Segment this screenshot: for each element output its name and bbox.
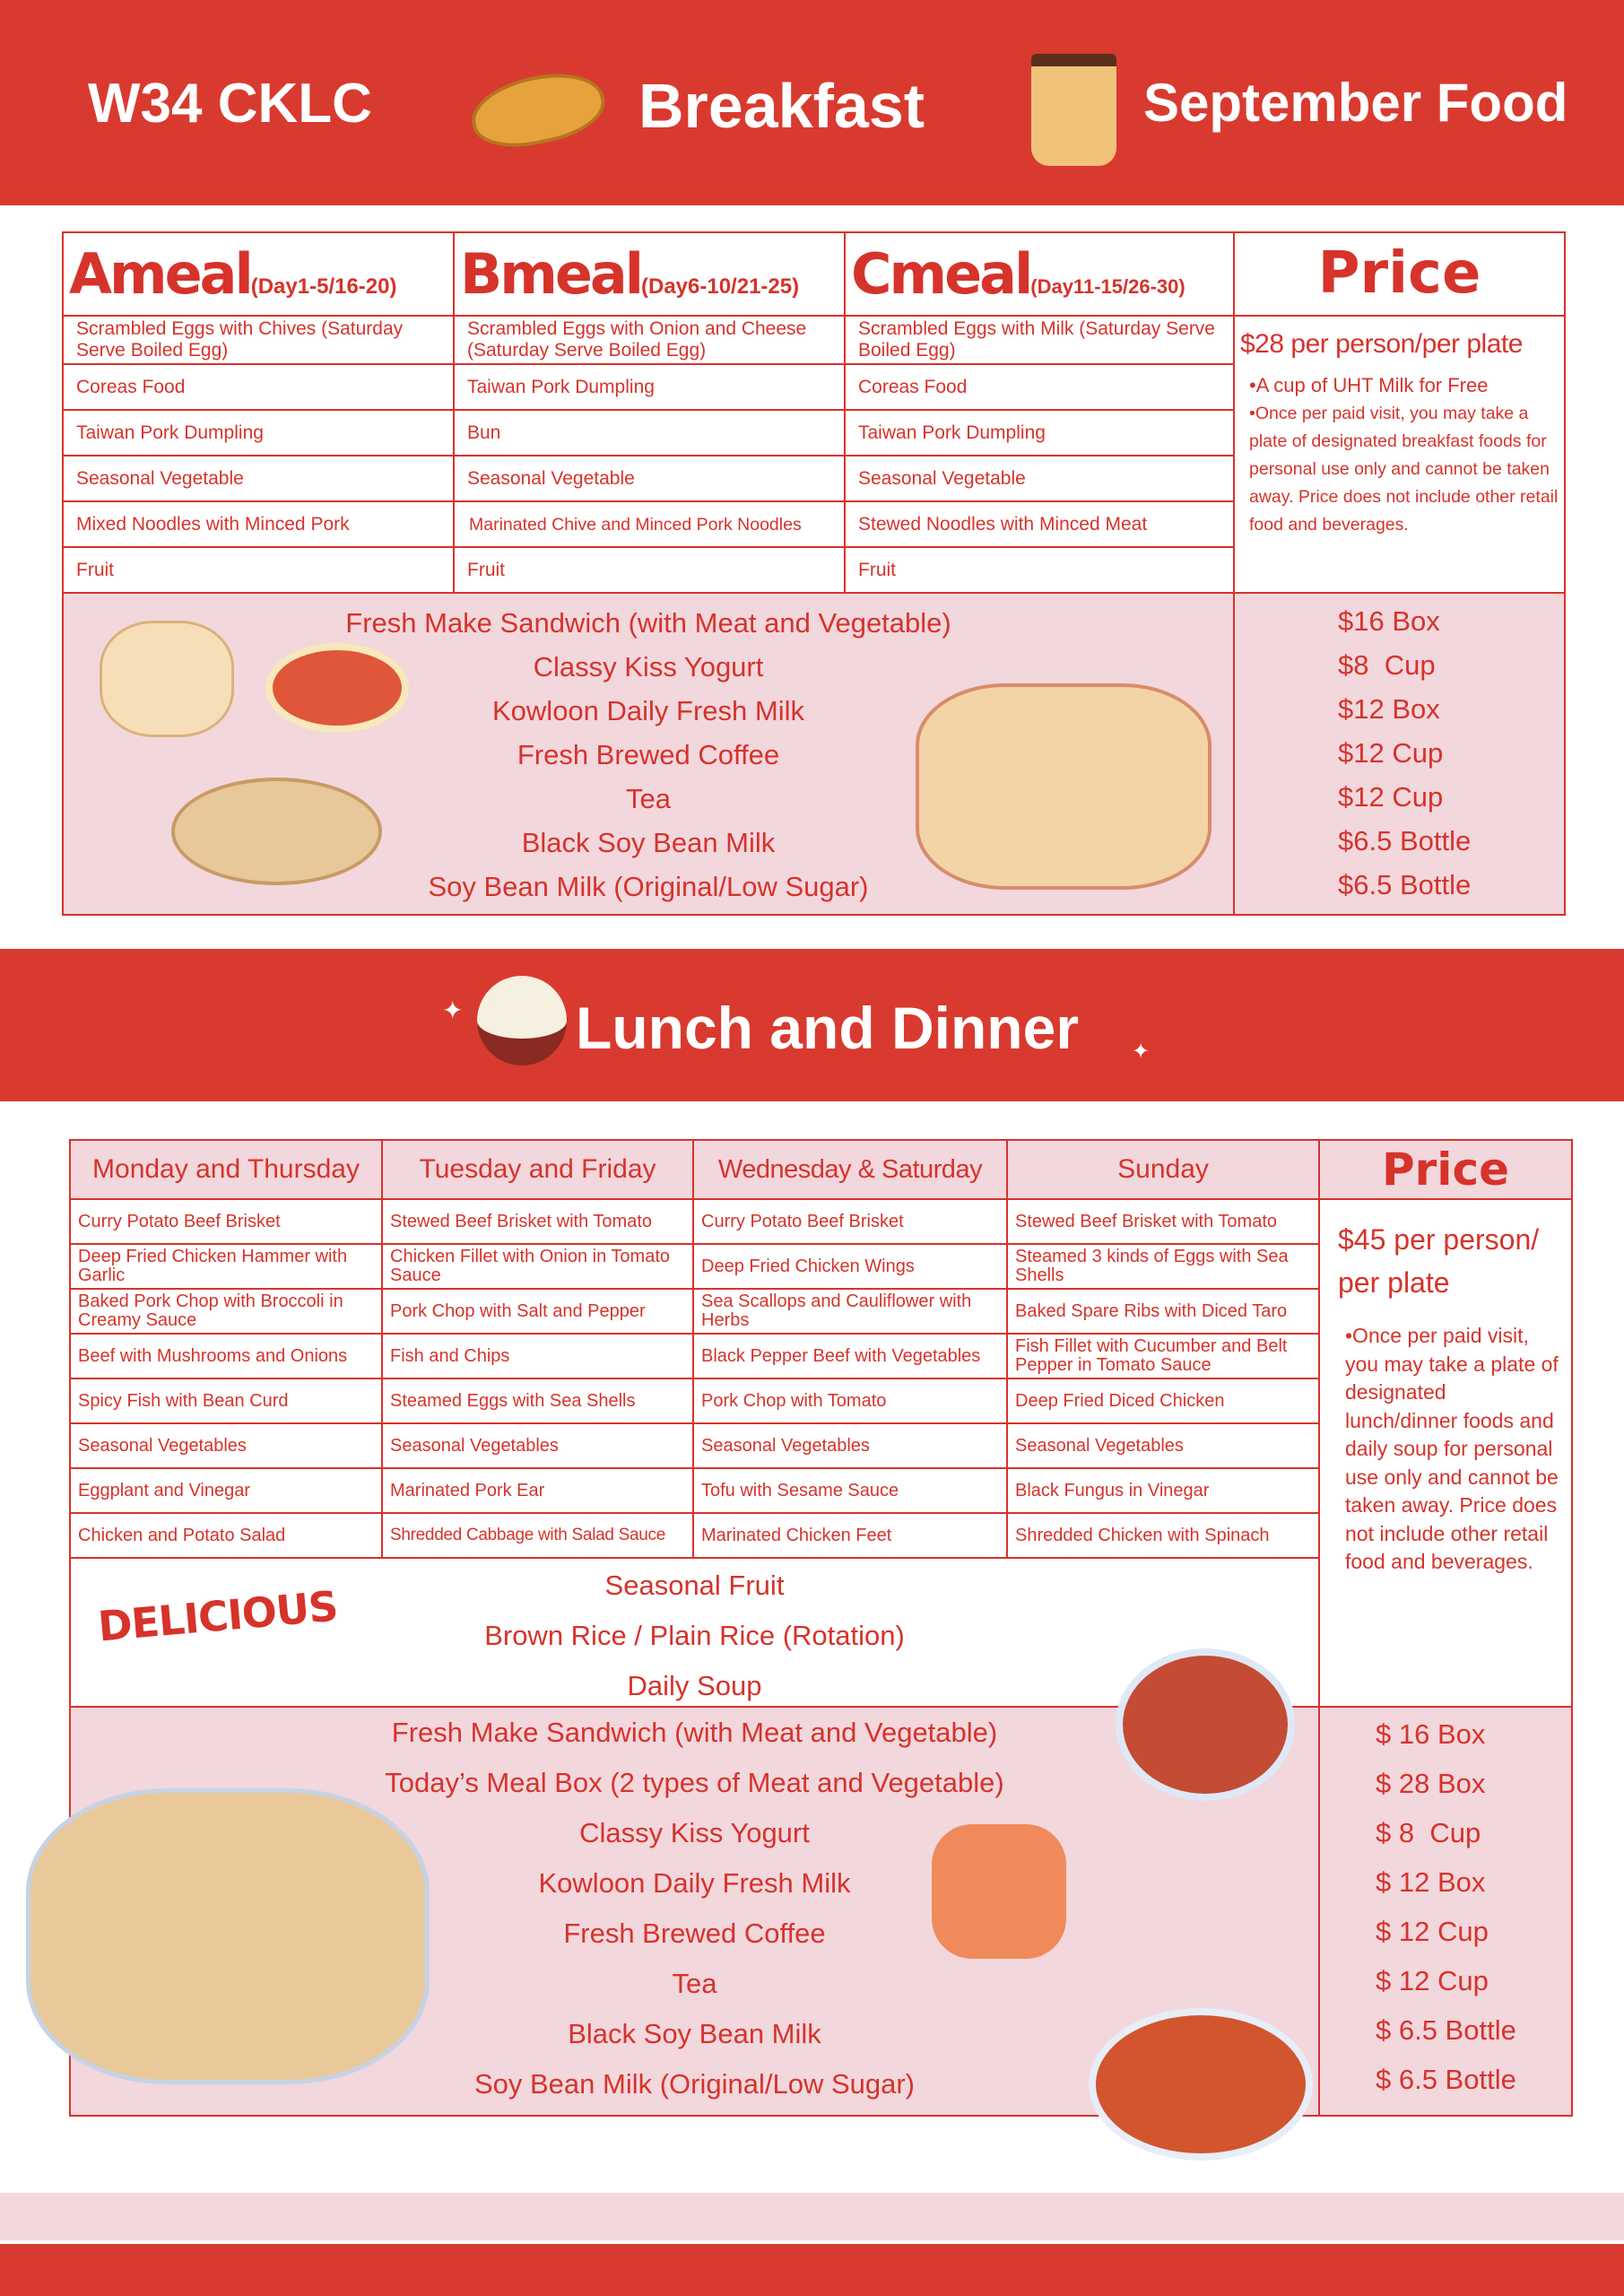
meal-title: Bmeal xyxy=(460,240,641,307)
extra-item: Black Soy Bean Milk xyxy=(568,2018,821,2049)
day-header: Monday and Thursday xyxy=(70,1140,382,1199)
extra-item: Fresh Brewed Coffee xyxy=(563,1918,826,1949)
bmeal-header xyxy=(454,232,845,316)
menu-item: Eggplant and Vinegar xyxy=(70,1468,382,1513)
menu-item: Taiwan Pork Dumpling xyxy=(454,364,845,410)
menu-item: Marinated Pork Ear xyxy=(382,1468,693,1513)
common-items xyxy=(70,1558,1319,1707)
menu-item: Tofu with Sesame Sauce xyxy=(693,1468,1007,1513)
delicious-label: DELICIOUS xyxy=(96,1581,340,1651)
menu-item: Seasonal Vegetable xyxy=(63,456,454,501)
menu-item: Deep Fried Chicken Wings xyxy=(693,1244,1007,1289)
extra-price: $ 28 Box xyxy=(1376,1768,1486,1799)
menu-item: Chicken Fillet with Onion in Tomato Sauce xyxy=(382,1244,693,1289)
extra-price: $16 Box xyxy=(1338,605,1440,638)
extra-item: Classy Kiss Yogurt xyxy=(533,651,764,683)
extra-price: $12 Cup xyxy=(1338,737,1444,770)
extra-price: $ 16 Box xyxy=(1376,1718,1486,1750)
top-banner xyxy=(0,0,1624,205)
menu-item: Seasonal Vegetables xyxy=(693,1423,1007,1468)
extra-price: $ 6.5 Bottle xyxy=(1376,2064,1516,2095)
menu-item: Coreas Food xyxy=(63,364,454,410)
menu-item: Steamed Eggs with Sea Shells xyxy=(382,1378,693,1423)
breakfast-note: •Once per paid visit, you may take a plate of designated breakfast foods for personal use only and cannot be taken away. Price does not include other retail food and beverages. xyxy=(1249,403,1559,535)
menu-item: Black Fungus in Vinegar xyxy=(1007,1468,1319,1513)
menu-item: Coreas Food xyxy=(845,364,1234,410)
extra-item: Kowloon Daily Fresh Milk xyxy=(538,1867,851,1899)
rice-bowl-icon xyxy=(477,976,567,1065)
menu-item: Stewed Beef Brisket with Tomato xyxy=(1007,1199,1319,1244)
extra-price: $6.5 Bottle xyxy=(1338,825,1472,857)
meal-days: (Day1-5/16-20) xyxy=(250,274,397,299)
menu-item: Scrambled Eggs with Onion and Cheese (Saturday Serve Boiled Egg) xyxy=(454,316,845,364)
extra-price: $ 12 Box xyxy=(1376,1866,1486,1898)
day-header: Tuesday and Friday xyxy=(382,1140,693,1199)
lunch-extras xyxy=(70,1707,1319,2116)
extra-price: $ 12 Cup xyxy=(1376,1965,1489,1996)
menu-item: Deep Fried Diced Chicken xyxy=(1007,1378,1319,1423)
breakfast-price-cell xyxy=(1234,316,1565,593)
meal-title: Ameal xyxy=(69,240,251,307)
menu-item: Spicy Fish with Bean Curd xyxy=(70,1378,382,1423)
menu-item: Scrambled Eggs with Milk (Saturday Serve Boiled Egg) xyxy=(845,316,1234,364)
breakfast-extras-prices xyxy=(1234,593,1565,915)
meal-days: (Day6-10/21-25) xyxy=(641,274,800,299)
menu-item: Shredded Cabbage with Salad Sauce xyxy=(382,1513,693,1558)
extra-item: Tea xyxy=(672,1968,717,1999)
cmeal-header xyxy=(845,232,1234,316)
lunch-price-cell xyxy=(1319,1199,1572,1707)
breakfast-table xyxy=(62,231,1566,916)
menu-item: Bun xyxy=(454,410,845,456)
extra-price: $8 Cup xyxy=(1338,649,1436,682)
extra-price: $6.5 Bottle xyxy=(1338,869,1472,901)
menu-item: Fruit xyxy=(63,547,454,593)
menu-item: Steamed 3 kinds of Eggs with Sea Shells xyxy=(1007,1244,1319,1289)
menu-item: Mixed Noodles with Minced Pork xyxy=(63,501,454,547)
meal-days: (Day11-15/26-30) xyxy=(1030,274,1185,298)
menu-item: Seasonal Vegetables xyxy=(1007,1423,1319,1468)
lunch-banner xyxy=(0,949,1624,1101)
extra-item: Fresh Make Sandwich (with Meat and Vegetable) xyxy=(391,1717,998,1748)
menu-item: Curry Potato Beef Brisket xyxy=(70,1199,382,1244)
extra-item: Fresh Brewed Coffee xyxy=(517,739,780,771)
footer-red-strip xyxy=(0,2244,1624,2296)
menu-item: Stewed Beef Brisket with Tomato xyxy=(382,1199,693,1244)
extra-item: Classy Kiss Yogurt xyxy=(579,1817,810,1848)
meal-title: Cmeal xyxy=(851,240,1031,307)
breakfast-note: •A cup of UHT Milk for Free xyxy=(1249,373,1489,396)
breakfast-title: Breakfast xyxy=(638,71,925,141)
price-header: Price xyxy=(1234,232,1565,316)
extra-price: $12 Cup xyxy=(1338,781,1444,813)
menu-item: Taiwan Pork Dumpling xyxy=(63,410,454,456)
menu-item: Fish Fillet with Cucumber and Belt Pepper in Tomato Sauce xyxy=(1007,1334,1319,1378)
menu-item: Pork Chop with Salt and Pepper xyxy=(382,1289,693,1334)
extra-price: $ 6.5 Bottle xyxy=(1376,2014,1516,2046)
lunch-extras-prices xyxy=(1319,1707,1572,2116)
extra-price: $ 8 Cup xyxy=(1376,1817,1481,1848)
breakfast-extras xyxy=(63,593,1234,915)
menu-item: Black Pepper Beef with Vegetables xyxy=(693,1334,1007,1378)
extra-price: $12 Box xyxy=(1338,693,1440,726)
menu-item: Chicken and Potato Salad xyxy=(70,1513,382,1558)
day-header: Wednesday & Saturday xyxy=(693,1140,1007,1199)
extra-item: Soy Bean Milk (Original/Low Sugar) xyxy=(473,2068,916,2100)
menu-item: Seasonal Vegetables xyxy=(382,1423,693,1468)
month-title: September Food xyxy=(1143,73,1568,133)
menu-item: Fish and Chips xyxy=(382,1334,693,1378)
menu-item: Seasonal Vegetables xyxy=(70,1423,382,1468)
extra-item: Tea xyxy=(626,783,671,815)
common-item: Seasonal Fruit xyxy=(604,1570,785,1601)
menu-item: Seasonal Vegetable xyxy=(454,456,845,501)
coffee-cup-icon xyxy=(1031,54,1116,166)
sparkle-icon: ✦ xyxy=(442,996,464,1025)
breakfast-price: $28 per person/per plate xyxy=(1240,329,1523,359)
lunch-table xyxy=(69,1139,1573,2117)
extra-price: $ 12 Cup xyxy=(1376,1916,1489,1947)
bread-icon xyxy=(465,63,611,157)
menu-item: Baked Spare Ribs with Diced Taro xyxy=(1007,1289,1319,1334)
sparkle-icon: ✦ xyxy=(1132,1039,1151,1064)
menu-item: Seasonal Vegetable xyxy=(845,456,1234,501)
menu-item: Marinated Chicken Feet xyxy=(693,1513,1007,1558)
menu-item: Marinated Chive and Minced Pork Noodles xyxy=(454,501,845,547)
menu-item: Sea Scallops and Cauliflower with Herbs xyxy=(693,1289,1007,1334)
extra-item: Today’s Meal Box (2 types of Meat and Vegetable) xyxy=(385,1767,1004,1798)
menu-item: Taiwan Pork Dumpling xyxy=(845,410,1234,456)
price-header: Price xyxy=(1319,1140,1572,1199)
menu-item: Pork Chop with Tomato xyxy=(693,1378,1007,1423)
menu-item: Scrambled Eggs with Chives (Saturday Serve Boiled Egg) xyxy=(63,316,454,364)
common-item: Brown Rice / Plain Rice (Rotation) xyxy=(484,1620,905,1651)
ameal-header xyxy=(63,232,454,316)
extra-item: Kowloon Daily Fresh Milk xyxy=(492,695,804,727)
menu-item: Baked Pork Chop with Broccoli in Creamy Sauce xyxy=(70,1289,382,1334)
lunch-title: Lunch and Dinner xyxy=(576,995,1079,1061)
lunch-note: •Once per paid visit, you may take a plate of designated lunch/dinner foods and daily soup for personal use only and cannot be taken away. Price does not include other retail food and beverages. xyxy=(1345,1324,1559,1573)
day-header: Sunday xyxy=(1007,1140,1319,1199)
extra-item: Black Soy Bean Milk xyxy=(521,827,776,859)
menu-item: Deep Fried Chicken Hammer with Garlic xyxy=(70,1244,382,1289)
footer-pink-strip xyxy=(0,2193,1624,2240)
menu-item: Shredded Chicken with Spinach xyxy=(1007,1513,1319,1558)
menu-item: Curry Potato Beef Brisket xyxy=(693,1199,1007,1244)
common-item: Daily Soup xyxy=(627,1670,762,1701)
lunch-price: $45 per person/ per plate xyxy=(1338,1223,1540,1299)
menu-item: Stewed Noodles with Minced Meat xyxy=(845,501,1234,547)
extra-item: Soy Bean Milk (Original/Low Sugar) xyxy=(428,871,869,903)
extra-item: Fresh Make Sandwich (with Meat and Vegetable) xyxy=(345,607,951,639)
menu-item: Fruit xyxy=(845,547,1234,593)
menu-code: W34 CKLC xyxy=(88,73,372,135)
menu-item: Fruit xyxy=(454,547,845,593)
menu-item: Beef with Mushrooms and Onions xyxy=(70,1334,382,1378)
